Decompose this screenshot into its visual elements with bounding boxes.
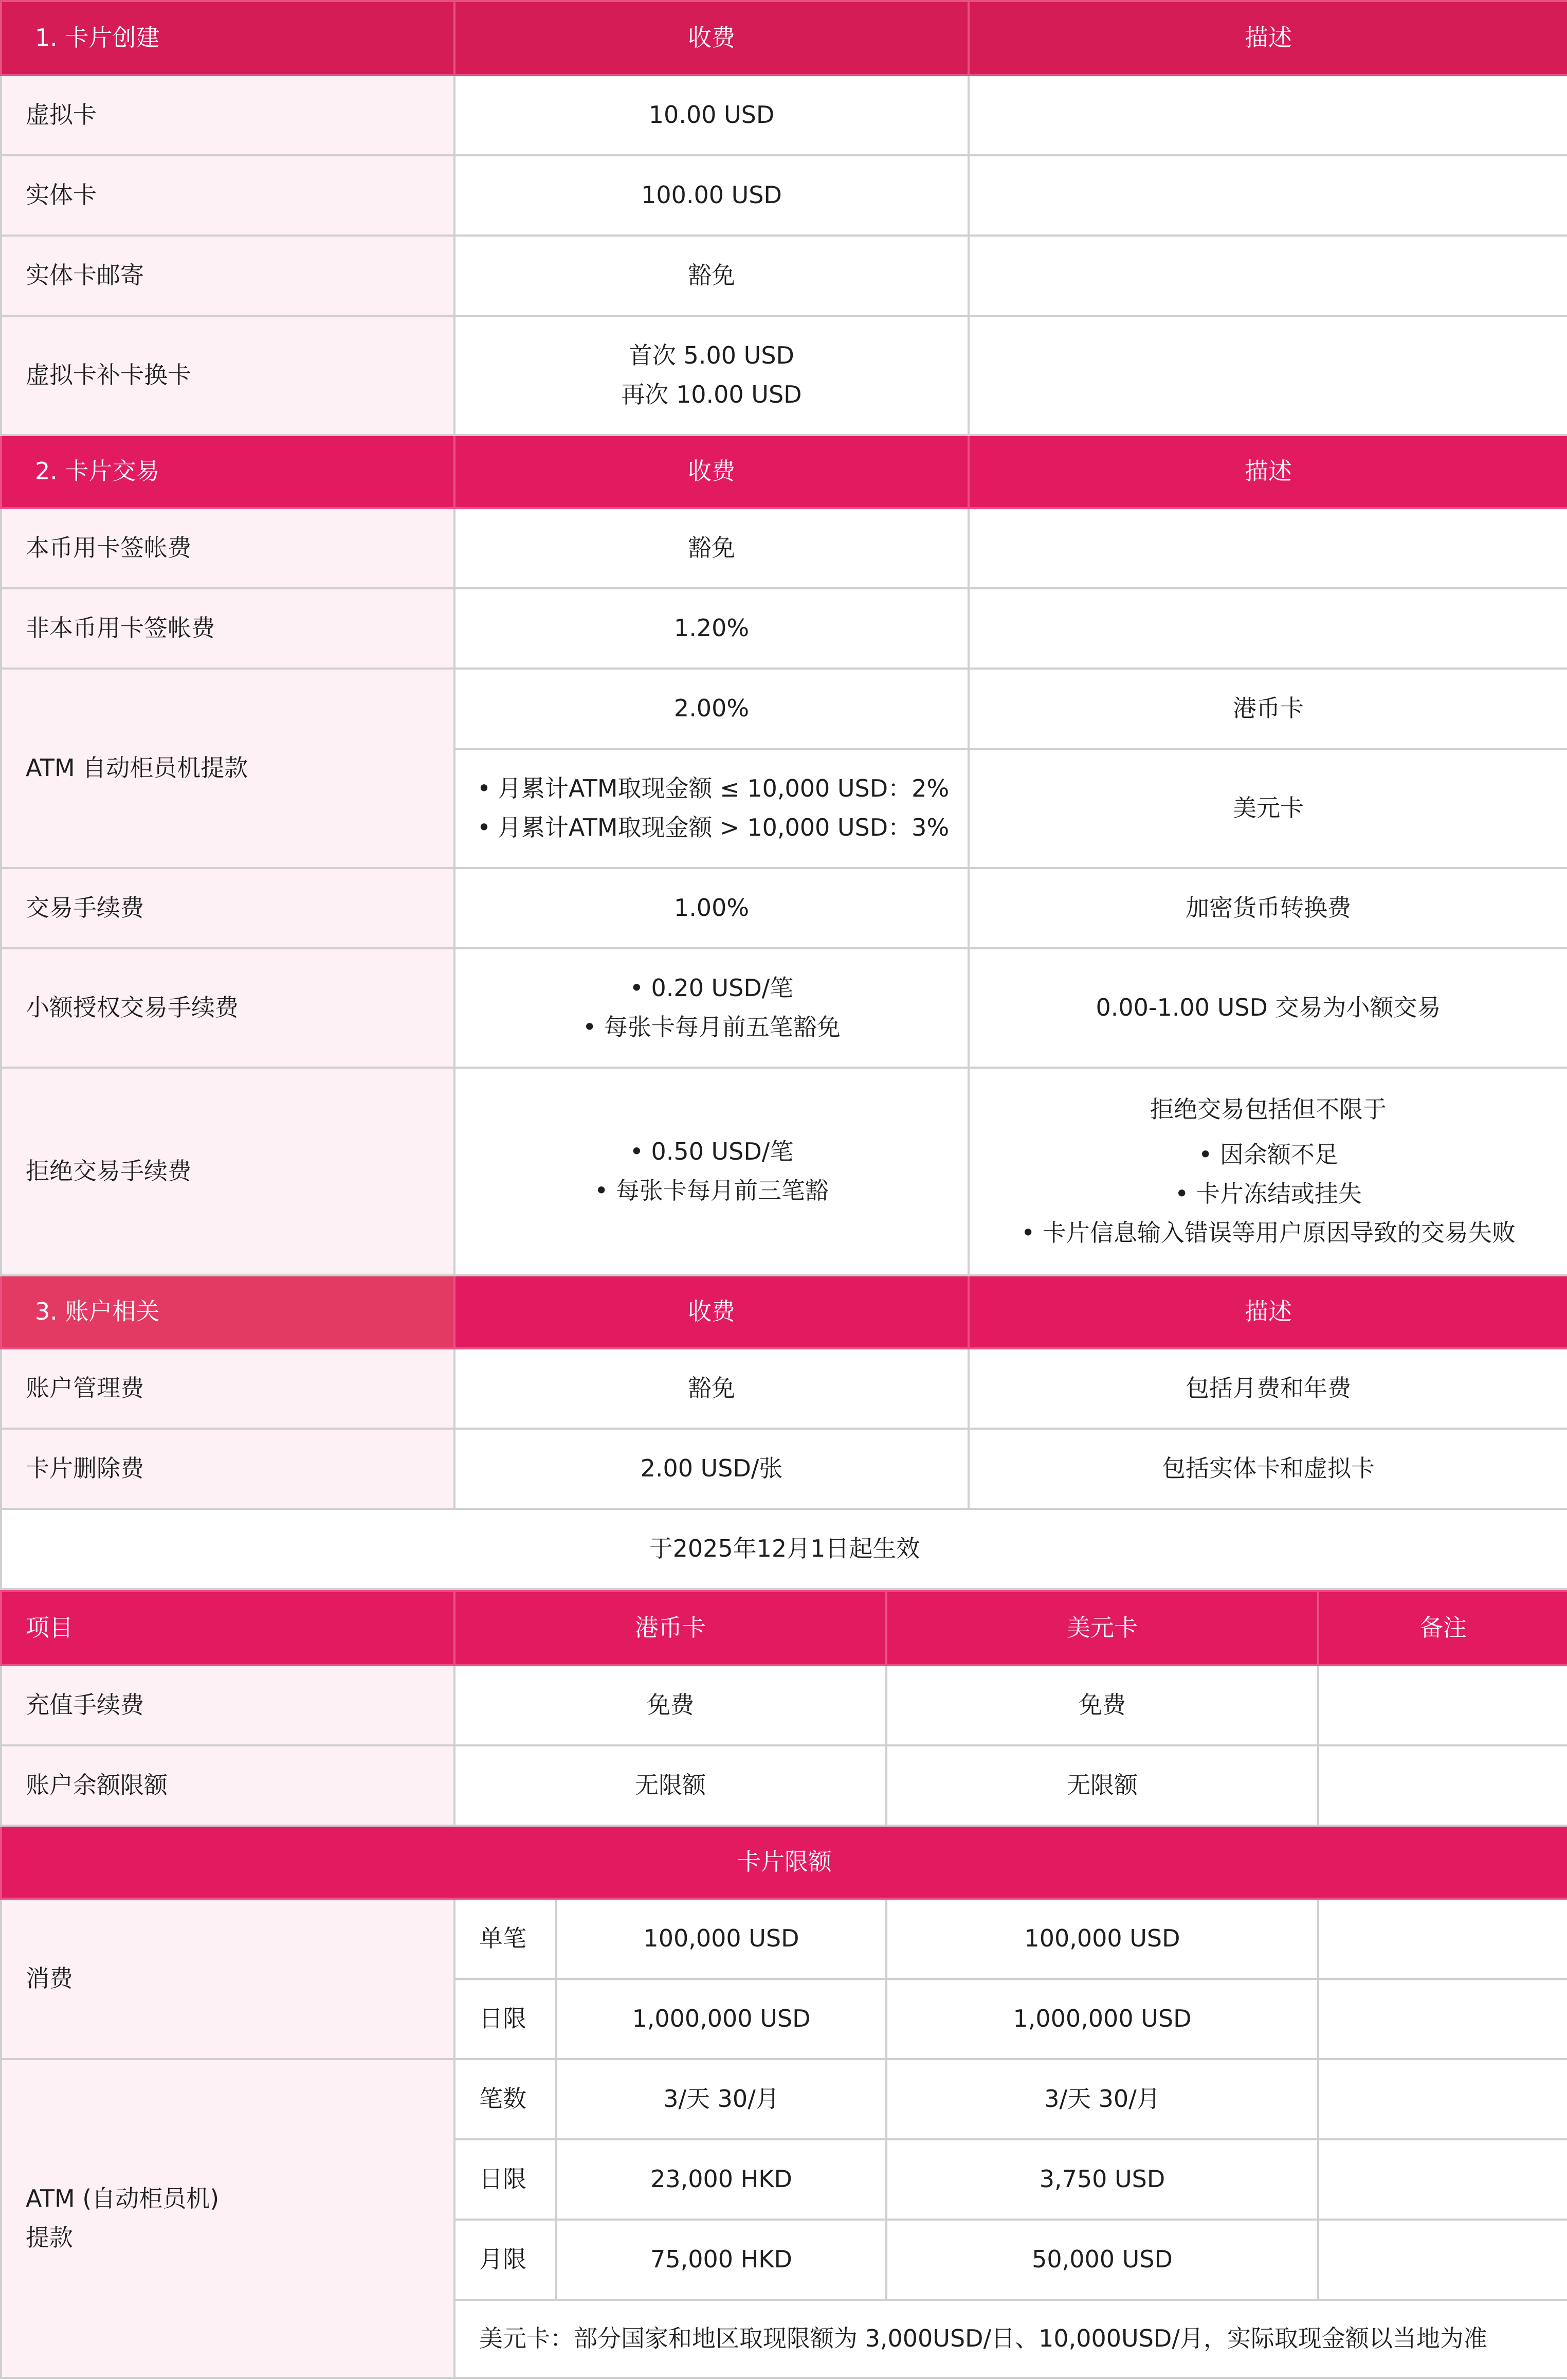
section-title: 2. 卡片交易 [1,435,454,508]
item-label: 账户管理费 [1,1348,454,1429]
description-title: 拒绝交易包括但不限于 [1150,1095,1387,1124]
list-item: • 月累计ATM取现金额 ≤ 10,000 USD：2% [474,769,949,808]
description-value: 0.00-1.00 USD 交易为小额交易 [969,948,1567,1068]
item-label-line: 提款 [26,2224,73,2251]
table-row [1,948,1567,1068]
fee-value: 10.00 USD [454,75,969,155]
item-label [1,2059,454,2378]
item-label: 交易手续费 [1,868,454,948]
item-label-line: ATM (自动柜员机) [26,2185,220,2213]
description-bullet-list [970,1135,1567,1253]
fee-column-header: 收费 [454,435,969,508]
table-row [1,1745,1567,1826]
usd-value: 3,750 USD [886,2139,1318,2220]
description-value: 包括月费和年费 [969,1348,1567,1429]
item-label: 非本币用卡签帐费 [1,588,454,669]
description-column-header: 描述 [969,435,1567,508]
item-label: 实体卡邮寄 [1,236,454,316]
description-value [969,588,1567,669]
table-row [1,1348,1567,1429]
fee-value [454,316,969,435]
list-item: • 0.50 USD/笔 [455,1132,968,1171]
hkd-value: 75,000 HKD [556,2220,886,2300]
effective-date-row [1,1509,1567,1589]
description-value [969,236,1567,316]
table-row [1,508,1567,588]
note-value [1318,1665,1567,1745]
table-row [1,669,1567,749]
list-item: • 每张卡每月前三笔豁 [455,1171,968,1211]
hkd-value: 23,000 HKD [556,2139,886,2220]
fee-column-header: 收费 [454,1,969,75]
usd-value: 1,000,000 USD [886,1979,1318,2059]
description-value [969,155,1567,236]
item-label: 小额授权交易手续费 [1,948,454,1068]
table-row [1,868,1567,948]
fee-value: 豁免 [454,1348,969,1429]
fee-bullet-list [455,969,968,1047]
fee-value: 豁免 [454,508,969,588]
note-value [1318,1979,1567,2059]
item-label: 充值手续费 [1,1665,454,1745]
fee-value [454,948,969,1068]
fee-line: 首次 5.00 USD [629,341,794,370]
table-row [1,588,1567,669]
fee-value [454,1068,969,1275]
hkd-value: 1,000,000 USD [556,1979,886,2059]
hkd-column-header: 港币卡 [454,1591,886,1665]
hkd-value: 无限额 [454,1745,886,1826]
list-item: • 卡片信息输入错误等用户原因导致的交易失败 [970,1214,1567,1253]
item-label: 实体卡 [1,155,454,236]
description-column-header: 描述 [969,1275,1567,1348]
fee-bullet-list [455,1132,968,1211]
limits-table [0,1590,1567,2379]
table-row [1,1429,1567,1509]
description-value: 加密货币转换费 [969,868,1567,948]
usd-value: 免费 [886,1665,1318,1745]
list-item: • 0.20 USD/笔 [455,969,968,1008]
table-row [1,1899,1567,1979]
usd-value: 50,000 USD [886,2220,1318,2300]
effective-date: 于2025年12月1日起生效 [1,1509,1567,1589]
table-row [1,75,1567,155]
fee-bullet-list [474,769,949,848]
table-row [1,155,1567,236]
table-row [1,316,1567,435]
description-value: 包括实体卡和虚拟卡 [969,1429,1567,1509]
sub-item-label: 单笔 [454,1899,556,1979]
section-title: 3. 账户相关 [1,1275,454,1348]
description-value [969,75,1567,155]
section-header [1,435,1567,508]
fee-value: 豁免 [454,236,969,316]
item-label: 虚拟卡补卡换卡 [1,316,454,435]
note-value [1318,1745,1567,1826]
item-label: 虚拟卡 [1,75,454,155]
section-header [1,1826,1567,1899]
list-item: • 月累计ATM取现金额 > 10,000 USD：3% [474,808,949,848]
table-row [1,2059,1567,2139]
description-value: 港币卡 [969,669,1567,749]
fee-value: 2.00 USD/张 [454,1429,969,1509]
fee-value: 2.00% [454,669,969,749]
item-label: 卡片删除费 [1,1429,454,1509]
usd-value: 无限额 [886,1745,1318,1826]
list-item: • 因余额不足 [970,1135,1567,1175]
sub-item-label: 笔数 [454,2059,556,2139]
list-item: • 每张卡每月前五笔豁免 [455,1008,968,1047]
item-label: 账户余额限额 [1,1745,454,1826]
description-value [969,1068,1567,1275]
item-label: ATM 自动柜员机提款 [1,669,454,868]
note-column-header: 备注 [1318,1591,1567,1665]
table-header-row [1,1591,1567,1665]
description-value [969,316,1567,435]
item-column-header: 项目 [1,1591,454,1665]
note-value [1318,2139,1567,2220]
fee-value [454,749,969,868]
table-row [1,236,1567,316]
sub-item-label: 日限 [454,1979,556,2059]
table-row [1,1665,1567,1745]
section-header [1,1,1567,75]
card-limits-title: 卡片限额 [1,1826,1567,1899]
sub-item-label: 月限 [454,2220,556,2300]
note-value [1318,2220,1567,2300]
sub-item-label: 日限 [454,2139,556,2220]
fee-value: 100.00 USD [454,155,969,236]
atm-footnote: 美元卡：部分国家和地区取现限额为 3,000USD/日、10,000USD/月，实际取现金额以当地为准 [454,2300,1567,2378]
description-value [969,508,1567,588]
fee-value: 1.00% [454,868,969,948]
table-row [1,1068,1567,1275]
hkd-value: 100,000 USD [556,1899,886,1979]
description-column-header: 描述 [969,1,1567,75]
hkd-value: 3/天 30/月 [556,2059,886,2139]
note-value [1318,2059,1567,2139]
usd-value: 100,000 USD [886,1899,1318,1979]
description-value: 美元卡 [969,749,1567,868]
usd-column-header: 美元卡 [886,1591,1318,1665]
note-value [1318,1899,1567,1979]
fee-value: 1.20% [454,588,969,669]
item-label: 本币用卡签帐费 [1,508,454,588]
item-label: 拒绝交易手续费 [1,1068,454,1275]
section-header [1,1275,1567,1348]
fee-column-header: 收费 [454,1275,969,1348]
item-label: 消费 [1,1899,454,2059]
fee-line: 再次 10.00 USD [621,381,802,408]
section-title: 1. 卡片创建 [1,1,454,75]
hkd-value: 免费 [454,1665,886,1745]
usd-value: 3/天 30/月 [886,2059,1318,2139]
list-item: • 卡片冻结或挂失 [970,1175,1567,1214]
